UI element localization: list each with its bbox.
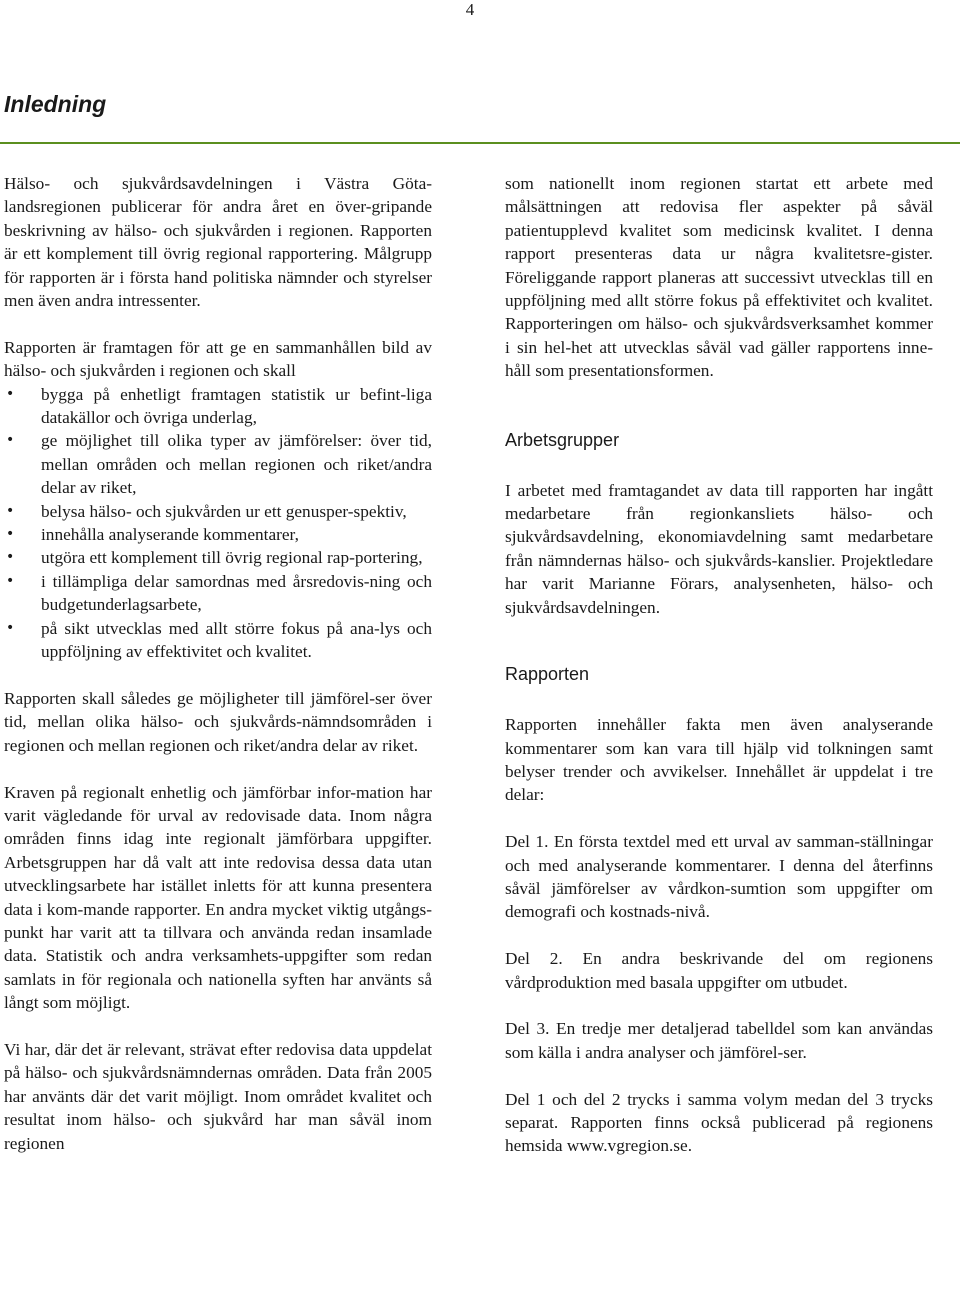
list-item: [4, 429, 432, 499]
report-contents-paragraph: Rapporten innehåller fakta men även analyserande kommentarer som kan vara till hjälp vid tolkningen samt belyser trender och avvikelser. Innehållet är uppdelat i tre delar:: [505, 715, 933, 805]
bullet-icon: •: [6, 502, 15, 519]
bullet-icon: •: [6, 619, 15, 636]
list-item: [4, 523, 432, 546]
list-item-text: ge möjlighet till olika typer av jämförelser: över tid, mellan områden och mellan regionen och riket/andra delar av riket,: [41, 431, 432, 498]
intro-paragraph: Hälso- och sjukvårdsavdelningen i Västra Göta-landsregionen publicerar för andra året en över-gripande beskrivning av hälso- och sjukvården i regionen. Rapporten är ett komplement till övrig regional rapportering. Målgrupp för rapporten är i första hand politiska nämnder och styrelser men även andra intressenter.: [4, 174, 432, 311]
list-item-text: belysa hälso- och sjukvården ur ett genusper-spektiv,: [41, 501, 407, 521]
purpose-list: [4, 383, 432, 664]
purpose-paragraph: Rapporten är framtagen för att ge en sammanhållen bild av hälso- och sjukvården i regionen och skall: [4, 337, 432, 381]
publication-paragraph: Del 1 och del 2 trycks i samma volym medan del 3 trycks separat. Rapporten finns också publicerad på regionens hemsida www.vgregion.se.: [505, 1089, 933, 1156]
list-item: [4, 546, 432, 569]
part-2-paragraph: Del 2. En andra beskrivande del om regionens vårdproduktion med basala uppgifter om utbudet.: [505, 949, 933, 992]
section-heading-rapporten: Rapporten: [505, 664, 590, 685]
list-item: [4, 383, 432, 430]
working-group-paragraph: I arbetet med framtagandet av data till rapporten har ingått medarbetare från regionkansliets hälso- och sjukvårdsavdelning, ekonomiavdelning samt medarbetare från nämndernas hälso- och sjukvårds-kanslier. Projektledare har varit Marianne Förars, analysenheten, hälso- och sjukvårdsavdelningen.: [505, 480, 933, 617]
data-breakdown-paragraph: Vi har, där det är relevant, strävat efter redovisa data uppdelat på hälso- och sjukvårdsnämndernas områden. Data från 2005 har använts där det varit möjligt. Inom området kvalitet och resultat inom hälso- och sjukvård har man såväl inom regionen: [4, 1039, 432, 1153]
bullet-icon: •: [6, 549, 15, 566]
comparison-paragraph: Rapporten skall således ge möjligheter till jämförel-ser över tid, mellan olika hälso- och sjukvårds-nämndsområden i regionen och mellan regionen och riket/andra delar av riket.: [4, 688, 432, 755]
list-item-text: utgöra ett komplement till övrig regional rap-portering,: [41, 548, 423, 568]
bullet-icon: •: [6, 432, 15, 449]
bullet-icon: •: [6, 385, 15, 402]
bullet-icon: •: [6, 526, 15, 543]
heading-rule: [0, 142, 960, 144]
bullet-icon: •: [6, 572, 15, 589]
list-item: [4, 570, 432, 617]
part-3-paragraph: Del 3. En tredje mer detaljerad tabelldel som kan användas som källa i andra analyser och jämförel-ser.: [505, 1019, 933, 1062]
list-item-text: på sikt utvecklas med allt större fokus på ana-lys och uppföljning av effektivitet och kvalitet.: [41, 618, 432, 662]
right-column: [505, 172, 933, 1158]
requirements-paragraph: Kraven på regionalt enhetlig och jämförbar infor-mation har varit vägledande för urval av redovisade data. Inom några områden finns idag inte regionalt jämförbara uppgifter. Arbetsgruppen har då valt att inte redovisa dessa data utan utvecklingsarbete har istället inletts för att kunna presentera data i kom-mande rapporter. En andra mycket viktig utgångs-punkt har varit att ta tillvara och använda redan insamlade data. Statistik och andra verksamhets-uppgifter som redan samlats in för regionala och nationella syften har använts så långt som möjligt.: [4, 782, 432, 1013]
section-heading-arbetsgrupper: Arbetsgrupper: [505, 429, 620, 450]
chapter-title: Inledning: [4, 91, 107, 117]
part-1-paragraph: Del 1. En första textdel med ett urval av samman-ställningar och med analyserande kommentarer. I denna del återfinns såväl jämförelser av vårdkon-sumtion som uppgifter om demografi och kostnads-nivå.: [505, 832, 933, 922]
list-item: [4, 500, 432, 523]
quality-paragraph: som nationellt inom regionen startat ett arbete med målsättningen att redovisa fler aspekter på såväl patientupplevd kvalitet som medicinsk kvalitet. I denna rapport presenteras data ur några kvalitetsre-gister. Föreliggande rapport planeras att successivt utvecklas till en uppföljning med allt större fokus på effektivitet och kvalitet. Rapporteringen om hälso- och sjukvårdsverksamhet kommer i sin hel-het att utvecklas såväl vad gäller rapportens inne-håll som presentationsformen.: [505, 174, 933, 381]
list-item-text: bygga på enhetligt framtagen statistik ur befint-liga datakällor och övriga underlag,: [41, 384, 432, 428]
list-item-text: innehålla analyserande kommentarer,: [41, 525, 299, 545]
list-item: [4, 617, 432, 664]
page-number: 4: [465, 0, 475, 19]
left-column: [4, 172, 432, 1155]
list-item-text: i tillämpliga delar samordnas med årsredovis-ning och budgetunderlagsarbete,: [41, 571, 432, 615]
